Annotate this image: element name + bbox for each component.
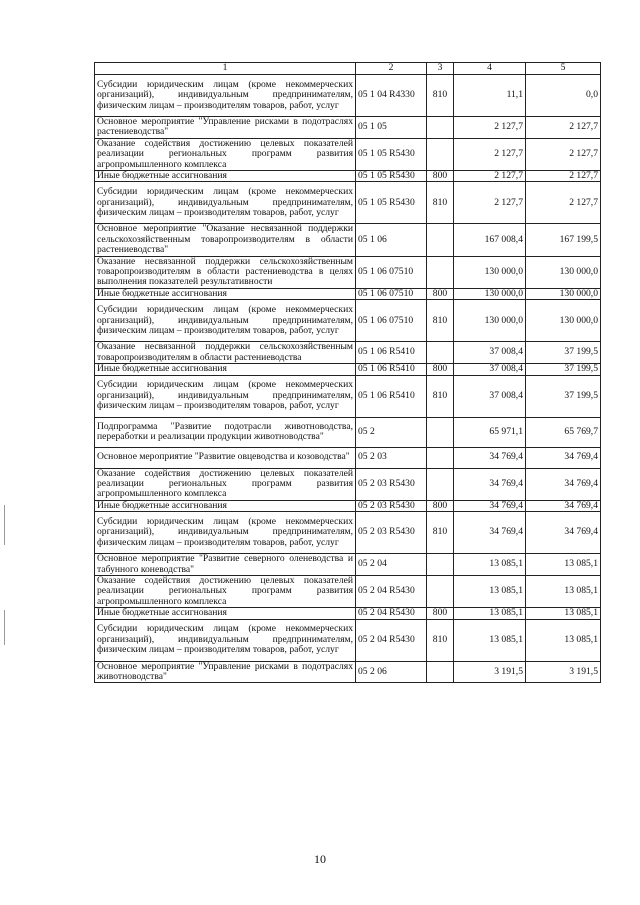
row-value-2021-cell: 65 971,1 <box>454 417 526 447</box>
column-header: 2 <box>356 63 427 75</box>
row-value-2022-cell: 3 191,5 <box>526 661 601 683</box>
row-vr-cell <box>427 447 454 468</box>
column-header: 5 <box>526 63 601 75</box>
row-code-cell: 05 1 06 <box>356 224 427 256</box>
row-value-2022-cell: 130 000,0 <box>526 256 601 288</box>
row-value-2021-cell: 34 769,4 <box>454 500 526 511</box>
row-value-2022-cell: 34 769,4 <box>526 500 601 511</box>
row-value-2021-cell: 13 085,1 <box>454 554 526 576</box>
row-value-2022-cell: 167 199,5 <box>526 224 601 256</box>
row-vr-cell <box>427 417 454 447</box>
row-vr-cell: 810 <box>427 512 454 554</box>
table-row <box>95 500 601 511</box>
row-name-cell: Иные бюджетные ассигнования <box>95 288 356 299</box>
row-value-2022-cell: 13 085,1 <box>526 575 601 607</box>
budget-table <box>94 62 601 683</box>
row-value-2022-cell: 2 127,7 <box>526 117 601 139</box>
row-vr-cell <box>427 117 454 139</box>
row-vr-cell <box>427 256 454 288</box>
row-name-cell: Субсидии юридическим лицам (кроме некоммерческих организаций), индивидуальным предпринимателям, физическим лицам – производителям товаров, работ, услуг <box>95 619 356 661</box>
row-name-cell: Субсидии юридическим лицам (кроме некоммерческих организаций), индивидуальным предпринимателям, физическим лицам – производителям товаров, работ, услуг <box>95 300 356 342</box>
row-vr-cell: 810 <box>427 619 454 661</box>
row-value-2022-cell: 2 127,7 <box>526 182 601 224</box>
row-name-cell: Иные бюджетные ассигнования <box>95 364 356 375</box>
row-code-cell: 05 2 04 R5430 <box>356 608 427 619</box>
row-name-cell: Основное мероприятие "Развитие северного оленеводства и табунного коневодства" <box>95 554 356 576</box>
row-value-2022-cell: 37 199,5 <box>526 342 601 364</box>
row-code-cell: 05 2 <box>356 417 427 447</box>
row-vr-cell <box>427 342 454 364</box>
row-vr-cell: 810 <box>427 375 454 417</box>
row-value-2021-cell: 34 769,4 <box>454 512 526 554</box>
row-code-cell: 05 2 04 R5430 <box>356 619 427 661</box>
row-value-2022-cell: 37 199,5 <box>526 364 601 375</box>
table-row <box>95 375 601 417</box>
table-row <box>95 182 601 224</box>
table-row <box>95 256 601 288</box>
table-row <box>95 364 601 375</box>
row-vr-cell: 800 <box>427 500 454 511</box>
row-value-2022-cell: 130 000,0 <box>526 288 601 299</box>
row-value-2022-cell: 34 769,4 <box>526 512 601 554</box>
row-code-cell: 05 1 04 R4330 <box>356 75 427 117</box>
row-code-cell: 05 1 05 <box>356 117 427 139</box>
row-value-2021-cell: 13 085,1 <box>454 575 526 607</box>
row-value-2021-cell: 34 769,4 <box>454 468 526 500</box>
row-code-cell: 05 2 03 <box>356 447 427 468</box>
table-row <box>95 224 601 256</box>
row-code-cell: 05 2 06 <box>356 661 427 683</box>
row-code-cell: 05 1 05 R5430 <box>356 138 427 170</box>
row-name-cell: Оказание содействия достижению целевых показателей реализации региональных программ развития агропромышленного комплекса <box>95 575 356 607</box>
row-value-2021-cell: 167 008,4 <box>454 224 526 256</box>
row-name-cell: Субсидии юридическим лицам (кроме некоммерческих организаций), индивидуальным предпринимателям, физическим лицам – производителям товаров, работ, услуг <box>95 512 356 554</box>
row-vr-cell: 800 <box>427 608 454 619</box>
row-value-2021-cell: 130 000,0 <box>454 256 526 288</box>
row-value-2021-cell: 34 769,4 <box>454 447 526 468</box>
row-vr-cell: 800 <box>427 288 454 299</box>
row-vr-cell <box>427 661 454 683</box>
row-name-cell: Подпрограмма "Развитие подотрасли животноводства, переработки и реализации продукции животноводства" <box>95 417 356 447</box>
row-code-cell: 05 2 04 <box>356 554 427 576</box>
row-code-cell: 05 2 03 R5430 <box>356 468 427 500</box>
row-value-2021-cell: 2 127,7 <box>454 117 526 139</box>
row-name-cell: Оказание несвязанной поддержки сельскохозяйственным товаропроизводителям в области растениеводства <box>95 342 356 364</box>
row-code-cell: 05 1 05 R5430 <box>356 171 427 182</box>
table-row <box>95 608 601 619</box>
row-value-2022-cell: 2 127,7 <box>526 171 601 182</box>
row-value-2022-cell: 13 085,1 <box>526 554 601 576</box>
row-value-2022-cell: 13 085,1 <box>526 619 601 661</box>
row-name-cell: Оказание содействия достижению целевых показателей реализации региональных программ развития агропромышленного комплекса <box>95 468 356 500</box>
table-row <box>95 171 601 182</box>
row-value-2022-cell: 13 085,1 <box>526 608 601 619</box>
table-row <box>95 75 601 117</box>
row-name-cell: Основное мероприятие "Развитие овцеводства и козоводства" <box>95 447 356 468</box>
row-vr-cell <box>427 138 454 170</box>
row-value-2021-cell: 13 085,1 <box>454 608 526 619</box>
row-name-cell: Субсидии юридическим лицам (кроме некоммерческих организаций), индивидуальным предпринимателям, физическим лицам – производителям товаров, работ, услуг <box>95 75 356 117</box>
scan-margin-mark <box>4 610 5 645</box>
row-vr-cell <box>427 554 454 576</box>
row-vr-cell: 800 <box>427 364 454 375</box>
table-row <box>95 117 601 139</box>
row-value-2022-cell: 0,0 <box>526 75 601 117</box>
table-row <box>95 300 601 342</box>
table-row <box>95 661 601 683</box>
table-row <box>95 447 601 468</box>
row-value-2021-cell: 11,1 <box>454 75 526 117</box>
table-row <box>95 554 601 576</box>
row-value-2021-cell: 130 000,0 <box>454 300 526 342</box>
column-header: 1 <box>95 63 356 75</box>
row-value-2022-cell: 34 769,4 <box>526 447 601 468</box>
row-vr-cell: 800 <box>427 171 454 182</box>
row-code-cell: 05 1 06 07510 <box>356 256 427 288</box>
row-vr-cell: 810 <box>427 300 454 342</box>
row-name-cell: Иные бюджетные ассигнования <box>95 608 356 619</box>
row-vr-cell <box>427 575 454 607</box>
table-row <box>95 138 601 170</box>
row-name-cell: Основное мероприятие "Управление рисками в подотраслях животноводства" <box>95 661 356 683</box>
row-value-2022-cell: 65 769,7 <box>526 417 601 447</box>
scan-margin-mark <box>4 505 5 545</box>
row-name-cell: Оказание содействия достижению целевых показателей реализации региональных программ развития агропромышленного комплекса <box>95 138 356 170</box>
row-value-2021-cell: 37 008,4 <box>454 342 526 364</box>
row-value-2022-cell: 34 769,4 <box>526 468 601 500</box>
row-code-cell: 05 2 03 R5430 <box>356 512 427 554</box>
row-value-2021-cell: 2 127,7 <box>454 171 526 182</box>
row-code-cell: 05 2 03 R5430 <box>356 500 427 511</box>
row-name-cell: Иные бюджетные ассигнования <box>95 500 356 511</box>
page-number: 10 <box>314 852 326 866</box>
row-value-2021-cell: 130 000,0 <box>454 288 526 299</box>
row-name-cell: Оказание несвязанной поддержки сельскохозяйственным товаропроизводителям в области растениеводства в целях выполнения показателей результативности <box>95 256 356 288</box>
row-code-cell: 05 1 05 R5430 <box>356 182 427 224</box>
row-vr-cell: 810 <box>427 75 454 117</box>
table-row <box>95 468 601 500</box>
row-code-cell: 05 1 06 R5410 <box>356 364 427 375</box>
row-value-2021-cell: 13 085,1 <box>454 619 526 661</box>
row-vr-cell <box>427 468 454 500</box>
row-value-2022-cell: 37 199,5 <box>526 375 601 417</box>
table-row <box>95 417 601 447</box>
row-name-cell: Субсидии юридическим лицам (кроме некоммерческих организаций), индивидуальным предпринимателям, физическим лицам – производителям товаров, работ, услуг <box>95 182 356 224</box>
column-header: 3 <box>427 63 454 75</box>
row-name-cell: Субсидии юридическим лицам (кроме некоммерческих организаций), индивидуальным предпринимателям, физическим лицам – производителям товаров, работ, услуг <box>95 375 356 417</box>
table-row <box>95 619 601 661</box>
table-row <box>95 512 601 554</box>
table-row <box>95 288 601 299</box>
row-value-2021-cell: 2 127,7 <box>454 182 526 224</box>
row-code-cell: 05 1 06 R5410 <box>356 375 427 417</box>
row-vr-cell: 810 <box>427 182 454 224</box>
table-header-row <box>95 63 601 75</box>
row-name-cell: Основное мероприятие "Управление рисками в подотраслях растениеводства" <box>95 117 356 139</box>
row-code-cell: 05 1 06 07510 <box>356 300 427 342</box>
table-row <box>95 575 601 607</box>
row-value-2021-cell: 37 008,4 <box>454 375 526 417</box>
row-code-cell: 05 1 06 07510 <box>356 288 427 299</box>
column-header: 4 <box>454 63 526 75</box>
row-value-2022-cell: 130 000,0 <box>526 300 601 342</box>
row-value-2022-cell: 2 127,7 <box>526 138 601 170</box>
row-code-cell: 05 2 04 R5430 <box>356 575 427 607</box>
row-vr-cell <box>427 224 454 256</box>
row-code-cell: 05 1 06 R5410 <box>356 342 427 364</box>
row-value-2021-cell: 2 127,7 <box>454 138 526 170</box>
row-name-cell: Иные бюджетные ассигнования <box>95 171 356 182</box>
row-value-2021-cell: 3 191,5 <box>454 661 526 683</box>
row-value-2021-cell: 37 008,4 <box>454 364 526 375</box>
table-row <box>95 342 601 364</box>
row-name-cell: Основное мероприятие "Оказание несвязанной поддержки сельскохозяйственным товаропроизводителям в области растениеводства" <box>95 224 356 256</box>
